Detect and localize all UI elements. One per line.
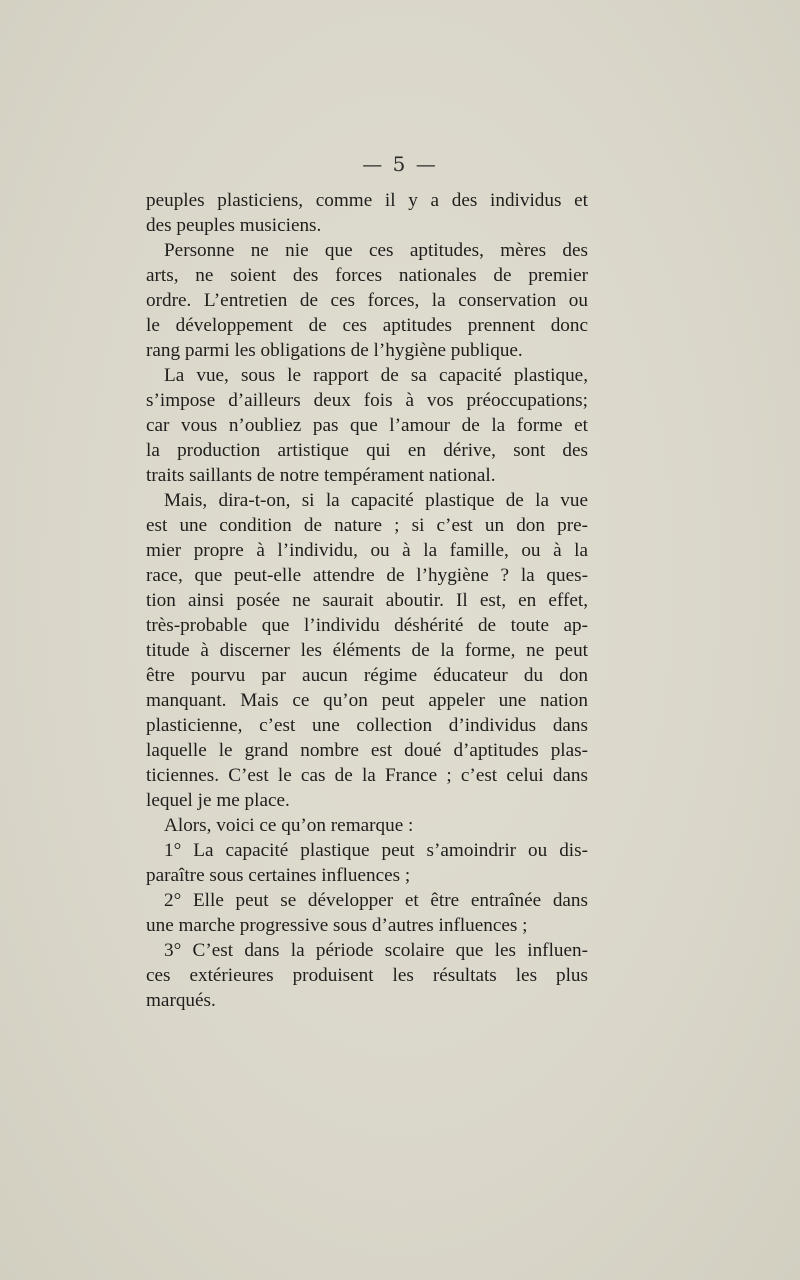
text-line: Mais, dira-t-on, si la capacité plastique de la vue bbox=[164, 490, 588, 511]
text-line: le développement de ces aptitudes prennent donc bbox=[146, 315, 588, 336]
text-line: 1° La capacité plastique peut s’amoindrir ou dis- bbox=[164, 840, 588, 861]
text-line: tion ainsi posée ne saurait aboutir. Il est, en effet, bbox=[146, 590, 588, 611]
text-line: La vue, sous le rapport de sa capacité plastique, bbox=[164, 365, 588, 386]
text-line: ordre. L’entretien de ces forces, la conservation ou bbox=[146, 290, 588, 311]
text-line: titude à discerner les éléments de la forme, ne peut bbox=[146, 640, 588, 661]
page-number: — 5 — bbox=[362, 152, 438, 176]
text-line: rang parmi les obligations de l’hygiène publique. bbox=[146, 340, 523, 361]
text-line: Alors, voici ce qu’on remarque : bbox=[164, 815, 414, 836]
text-line: paraître sous certaines influences ; bbox=[146, 865, 411, 886]
text-line: lequel je me place. bbox=[146, 790, 290, 811]
text-line: 2° Elle peut se développer et être entraînée dans bbox=[164, 890, 588, 911]
text-line: est une condition de nature ; si c’est un don pre- bbox=[146, 515, 588, 536]
text-line: être pourvu par aucun régime éducateur du don bbox=[146, 665, 588, 686]
text-line: ces extérieures produisent les résultats les plus bbox=[146, 965, 588, 986]
text-line: Personne ne nie que ces aptitudes, mères des bbox=[164, 240, 588, 261]
text-line: des peuples musiciens. bbox=[146, 215, 322, 236]
text-line: 3° C’est dans la période scolaire que les influen- bbox=[164, 940, 588, 961]
text-line: peuples plasticiens, comme il y a des individus et bbox=[146, 190, 588, 211]
text-line: ticiennes. C’est le cas de la France ; c’est celui dans bbox=[146, 765, 588, 786]
text-line: mier propre à l’individu, ou à la famille, ou à la bbox=[146, 540, 588, 561]
text-line: traits saillants de notre tempérament national. bbox=[146, 465, 496, 486]
text-line: race, que peut-elle attendre de l’hygiène ? la ques- bbox=[146, 565, 588, 586]
text-line: plasticienne, c’est une collection d’individus dans bbox=[146, 715, 588, 736]
text-line: car vous n’oubliez pas que l’amour de la forme et bbox=[146, 415, 588, 436]
text-line: manquant. Mais ce qu’on peut appeler une nation bbox=[146, 690, 588, 711]
text-line: très-probable que l’individu déshérité de toute ap- bbox=[146, 615, 588, 636]
text-line: marqués. bbox=[146, 990, 216, 1011]
text-line: s’impose d’ailleurs deux fois à vos préoccupations; bbox=[146, 390, 588, 411]
text-line: une marche progressive sous d’autres influences ; bbox=[146, 915, 528, 936]
text-line: la production artistique qui en dérive, sont des bbox=[146, 440, 588, 461]
body-text bbox=[146, 188, 588, 1013]
text-line: laquelle le grand nombre est doué d’aptitudes plas- bbox=[146, 740, 588, 761]
text-line: arts, ne soient des forces nationales de premier bbox=[146, 265, 588, 286]
